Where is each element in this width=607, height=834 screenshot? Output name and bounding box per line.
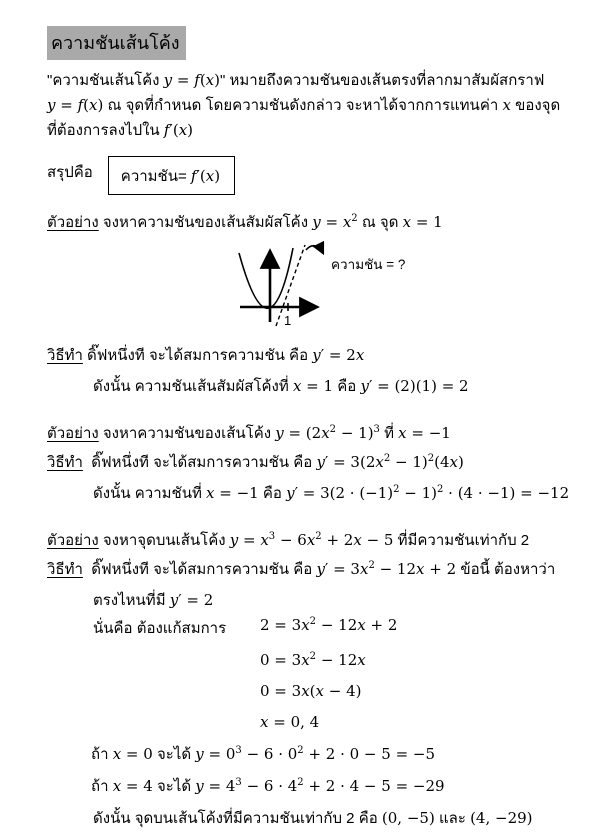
case-x4-line: ถ้า x = 4 จะได้ $y = 4^3 - 6 \cdot 4^2 + 2 \cdot 4 - 5 = -29$ <box>91 777 445 795</box>
example2-solution-line-2: ดังนั้น ความชันที่ x = −1 คือ $y' = 3(2 \cdot (-1)^2 - 1)^2 \cdot (4 \cdot -1) = -12$ <box>93 484 570 502</box>
summary-row <box>47 156 577 195</box>
intro-line-2: y = f(x) ณ จุดที่กำหนด โดยความชันดังกล่าว จะหาได้จากการแทนค่า x ของจุด <box>47 96 561 114</box>
example3-solution-line-1: วิธีทำ ดิ๊ฟหนึ่งที จะได้สมการความชัน คือ $y' = 3x^2 - 12x + 2$ ข้อนี้ ต้องหาว่า <box>47 560 556 578</box>
solve-equation-row <box>47 616 577 645</box>
equation-line-4: x = 0, 4 <box>260 713 320 731</box>
example1-problem: ตัวอย่าง จงหาความชันของเส้นสัมผัสโค้ง $y = x^2$ ณ จุด x = 1 <box>47 213 443 231</box>
intro-line-3: ที่ต้องการลงไปใน f′(x) <box>47 121 194 139</box>
x-tick-label: 1 <box>284 313 292 328</box>
example3 <box>47 527 577 834</box>
example2-solution-line-1: วิธีทำ ดิ๊ฟหนึ่งที จะได้สมการความชัน คือ $y' = 3(2x^2 - 1)^2(4x)$ <box>47 453 464 471</box>
case-x0-line: ถ้า x = 0 จะได้ $y = 0^3 - 6 \cdot 0^2 + 2 \cdot 0 - 5 = -5$ <box>91 745 436 763</box>
parabola-tangent-diagram <box>230 240 420 336</box>
example1-solution-line-1: วิธีทำ ดิ๊ฟหนึ่งที จะได้สมการความชัน คือ y′ = 2x <box>47 346 365 364</box>
equation-line-2: $0 = 3x^2 - 12x$ <box>260 651 366 669</box>
example3-problem: ตัวอย่าง จงหาจุดบนเส้นโค้ง $y = x^3 - 6x^2 + 2x - 5$ ที่มีความชันเท่ากับ 2 <box>47 531 530 549</box>
example2-problem: ตัวอย่าง จงหาความชันของเส้นโค้ง $y = (2x^2 - 1)^3$ ที่ x = −1 <box>47 424 451 442</box>
intro-paragraph <box>47 68 577 143</box>
example1-solution <box>47 340 577 402</box>
equation-line-3: 0 = 3x(x − 4) <box>260 682 362 700</box>
slope-label: ความชัน = ? <box>331 257 406 272</box>
annotation-arrow <box>306 246 323 253</box>
summary-label: สรุปคือ <box>47 164 93 181</box>
equation-line-1: $2 = 3x^2 - 12x + 2$ <box>260 616 398 634</box>
example3-solution-line-2: ตรงไหนที่มี y′ = 2 <box>93 591 214 609</box>
conclusion-line: ดังนั้น จุดบนเส้นโค้งที่มีความชันเท่ากับ 2 คือ (0, −5) และ (4, −29) <box>93 809 533 827</box>
solve-label: นั่นคือ ต้องแก้สมการ <box>93 620 227 637</box>
tangent-figure <box>230 240 577 340</box>
summary-formula-box: ความชัน= f′(x) <box>108 156 235 195</box>
intro-line-1: "ความชันเส้นโค้ง y = f(x)" หมายถึงความชันของเส้นตรงที่ลากมาสัมผัสกราฟ <box>47 71 545 89</box>
example2 <box>47 420 577 509</box>
example1-solution-line-2: ดังนั้น ความชันเส้นสัมผัสโค้งที่ x = 1 คือ y′ = (2)(1) = 2 <box>93 377 469 395</box>
page-title: ความชันเส้นโค้ง <box>47 26 186 60</box>
